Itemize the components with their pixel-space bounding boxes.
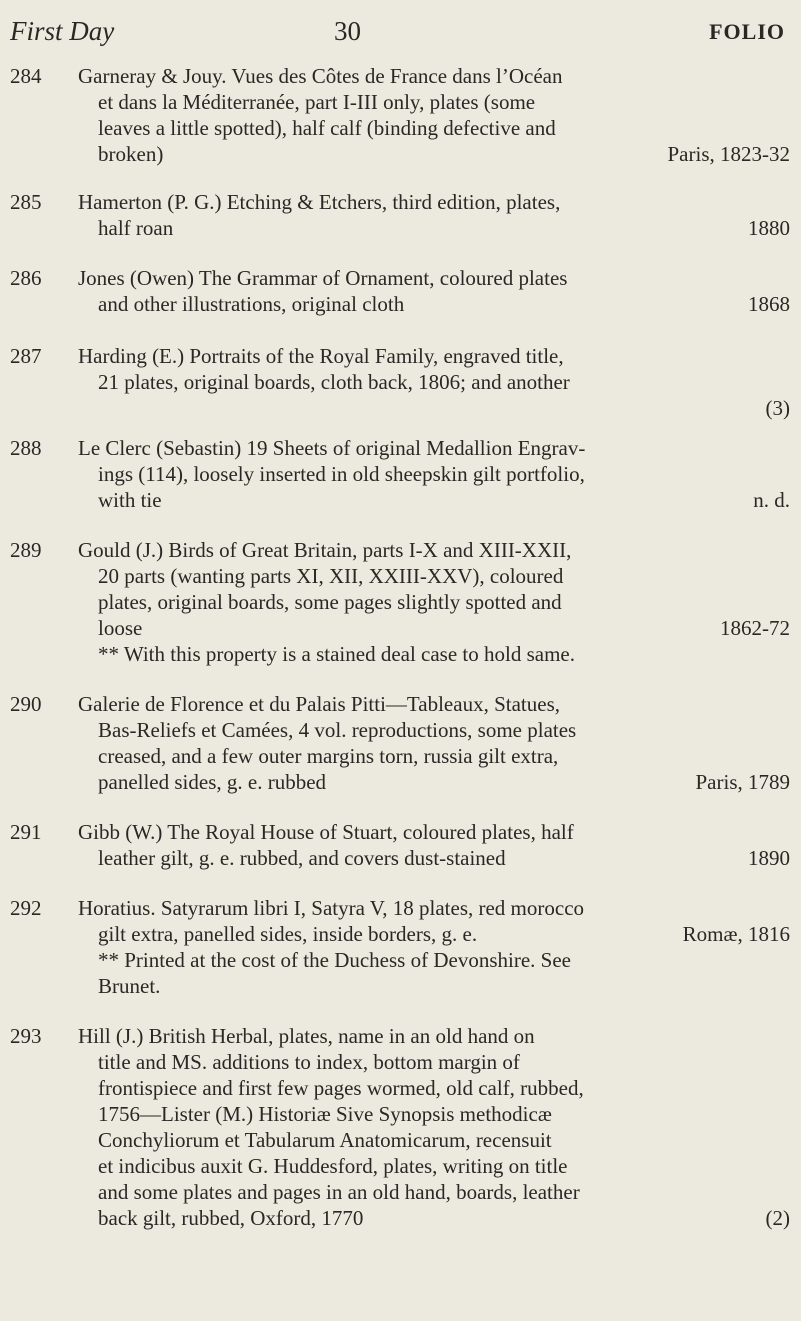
lot-text: creased, and a few outer margins torn, russia gilt extra, — [98, 744, 559, 768]
lot-entry — [10, 63, 790, 167]
lot-text: Conchyliorum et Tabularum Anatomicarum, recensuit — [98, 1128, 552, 1152]
lot-entry — [10, 189, 790, 241]
lot-note: ** With this property is a stained deal case to hold same. — [98, 642, 575, 666]
lot-text: 1756—Lister (M.) Historiæ Sive Synopsis methodicæ — [98, 1102, 552, 1126]
page-header — [10, 16, 791, 48]
lot-text: Harding (E.) Portraits of the Royal Family, engraved title, — [78, 344, 564, 368]
lot-number: 291 — [10, 820, 42, 844]
lot-last-line — [78, 487, 790, 513]
lot-text: plates, original boards, some pages slightly spotted and — [98, 590, 562, 614]
lot-text: Gibb (W.) The Royal House of Stuart, coloured plates, half — [78, 820, 574, 844]
lot-text: with tie — [98, 488, 162, 512]
lot-text: Galerie de Florence et du Palais Pitti—Tableaux, Statues, — [78, 692, 560, 716]
lot-text: back gilt, rubbed, Oxford, 1770 — [98, 1206, 364, 1230]
lot-note: ** Printed at the cost of the Duchess of Devonshire. See — [98, 948, 571, 972]
lot-number: 292 — [10, 896, 42, 920]
lot-number: 284 — [10, 64, 42, 88]
lot-text: Gould (J.) Birds of Great Britain, parts I-X and XIII-XXII, — [78, 538, 572, 562]
lot-list — [10, 63, 790, 1249]
lot-text: loose — [98, 616, 143, 640]
lot-text: 20 parts (wanting parts XI, XII, XXIII-XXV), coloured — [98, 564, 564, 588]
lot-imprint: Romæ, 1816 — [682, 922, 790, 946]
lot-text: frontispiece and first few pages wormed, old calf, rubbed, — [98, 1076, 584, 1100]
lot-quantity: (3) — [765, 396, 790, 420]
lot-imprint: n. d. — [753, 488, 790, 512]
lot-entry — [10, 343, 790, 421]
lot-note: Brunet. — [98, 974, 161, 998]
lot-entry — [10, 1023, 790, 1231]
lot-text: Hill (J.) British Herbal, plates, name in an old hand on — [78, 1024, 535, 1048]
lot-text: Bas-Reliefs et Camées, 4 vol. reproductions, some plates — [98, 718, 577, 742]
lot-imprint: 1880 — [748, 216, 790, 240]
lot-last-line — [78, 615, 790, 641]
lot-text: 21 plates, original boards, cloth back, 1806; and another — [98, 370, 570, 394]
lot-imprint: 1890 — [748, 846, 790, 870]
lot-quantity: (2) — [765, 1206, 790, 1230]
lot-text: panelled sides, g. e. rubbed — [98, 770, 327, 794]
lot-text: Garneray & Jouy. Vues des Côtes de France dans l’Océan — [78, 64, 563, 88]
lot-number: 288 — [10, 436, 42, 460]
page-number: 30 — [334, 16, 361, 46]
lot-text: gilt extra, panelled sides, inside borders, g. e. — [98, 922, 478, 946]
lot-text: and some plates and pages in an old hand, boards, leather — [98, 1180, 580, 1204]
lot-last-line — [78, 141, 790, 167]
lot-entry — [10, 537, 790, 667]
lot-text: ings (114), loosely inserted in old sheepskin gilt portfolio, — [98, 462, 585, 486]
lot-number: 285 — [10, 190, 42, 214]
lot-text: Horatius. Satyrarum libri I, Satyra V, 18 plates, red morocco — [78, 896, 585, 920]
format-heading: FOLIO — [709, 19, 785, 44]
lot-text: et dans la Méditerranée, part I-III only, plates (some — [98, 90, 536, 114]
lot-imprint: Paris, 1823-32 — [667, 142, 790, 166]
lot-text: Le Clerc (Sebastin) 19 Sheets of original Medallion Engrav- — [78, 436, 586, 460]
lot-text: Hamerton (P. G.) Etching & Etchers, third edition, plates, — [78, 190, 561, 214]
lot-entry — [10, 691, 790, 795]
lot-last-line — [78, 215, 790, 241]
lot-entry — [10, 819, 790, 871]
lot-number: 293 — [10, 1024, 42, 1048]
lot-number: 289 — [10, 538, 42, 562]
lot-text: Jones (Owen) The Grammar of Ornament, coloured plates — [78, 266, 568, 290]
lot-last-line — [78, 921, 790, 947]
lot-last-line — [78, 1205, 790, 1231]
lot-text: broken) — [98, 142, 164, 166]
lot-text: title and MS. additions to index, bottom margin of — [98, 1050, 520, 1074]
day-heading: First Day — [10, 16, 115, 46]
lot-number: 286 — [10, 266, 42, 290]
lot-text: leather gilt, g. e. rubbed, and covers dust-stained — [98, 846, 506, 870]
lot-text: half roan — [98, 216, 174, 240]
lot-last-line — [78, 845, 790, 871]
lot-last-line — [78, 769, 790, 795]
lot-number: 290 — [10, 692, 42, 716]
lot-entry — [10, 435, 790, 513]
lot-imprint: Paris, 1789 — [695, 770, 790, 794]
lot-entry — [10, 895, 790, 999]
lot-imprint: 1868 — [748, 292, 790, 316]
lot-number: 287 — [10, 344, 42, 368]
lot-text: et indicibus auxit G. Huddesford, plates, writing on title — [98, 1154, 568, 1178]
lot-text: and other illustrations, original cloth — [98, 292, 405, 316]
lot-text: leaves a little spotted), half calf (binding defective and — [98, 116, 556, 140]
lot-last-line — [78, 291, 790, 317]
lot-entry — [10, 265, 790, 317]
lot-imprint: 1862-72 — [720, 616, 790, 640]
